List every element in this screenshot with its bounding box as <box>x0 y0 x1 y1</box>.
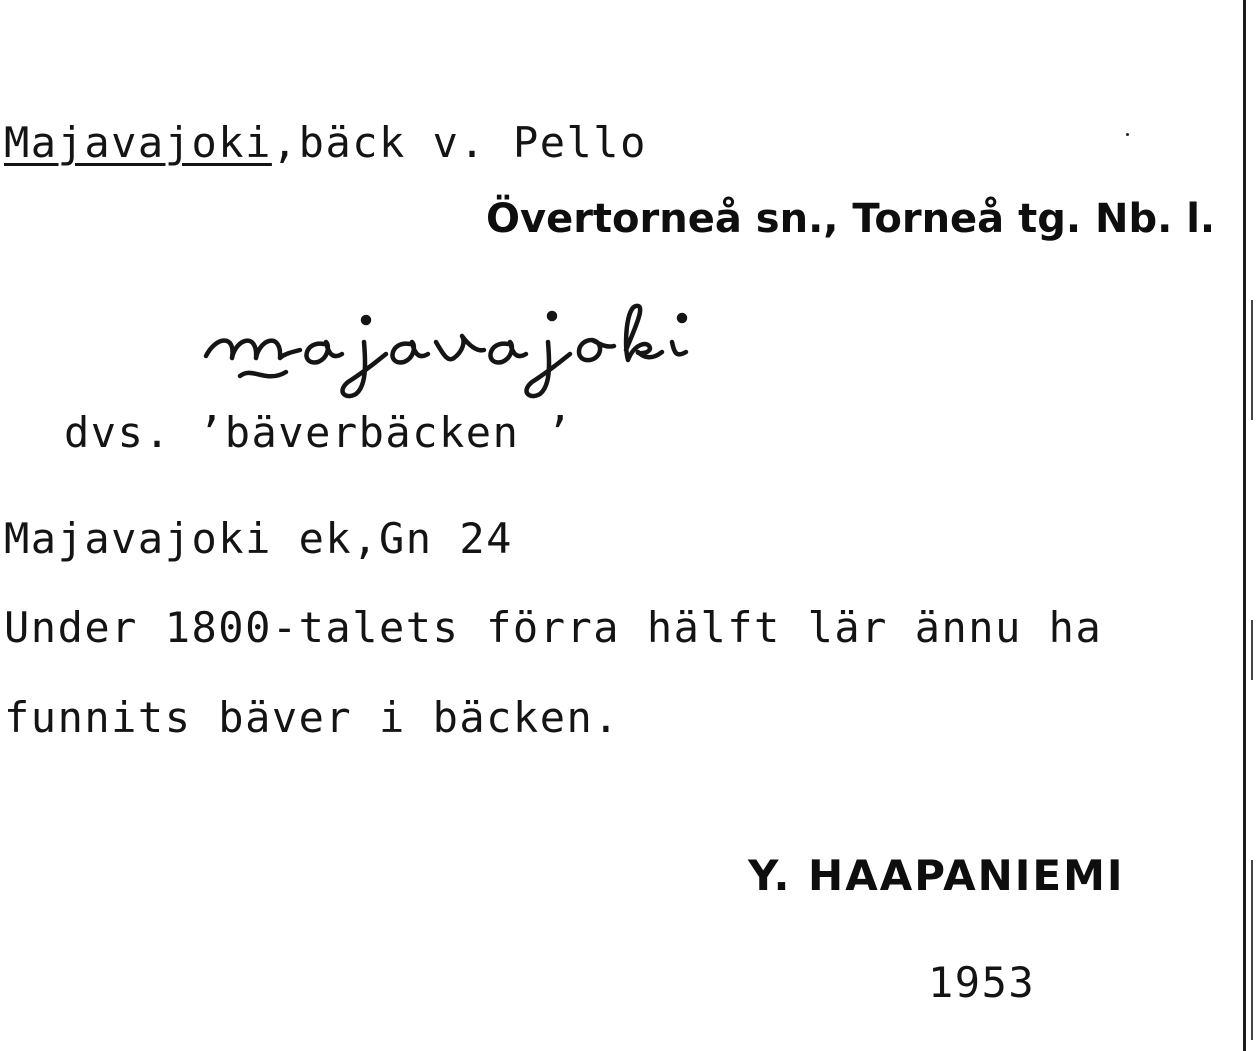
ink-speck <box>1126 133 1129 136</box>
headword-description: ,bäck v. Pello <box>271 118 647 167</box>
scan-artifact <box>1251 620 1253 680</box>
source-reference: Majavajoki ek,Gn 24 <box>4 514 513 563</box>
note-line-1: Under 1800-talets förra hälft lär ännu ha <box>4 603 1103 652</box>
entry-heading <box>4 118 647 167</box>
card-edge-line <box>1243 0 1246 1051</box>
collector-stamp: Y. HAAPANIEMI <box>748 851 1125 900</box>
gloss-line: dvs. ’bäverbäcken ’ <box>64 408 573 457</box>
handwritten-name-form <box>196 296 836 406</box>
note-line-2: funnits bäver i bäcken. <box>4 693 621 742</box>
headword: Majavajoki <box>4 118 272 167</box>
scan-artifact <box>1251 860 1253 1040</box>
parish-stamp: Övertorneå sn., Torneå tg. Nb. l. <box>486 196 1216 242</box>
year: 1953 <box>928 958 1036 1007</box>
scan-artifact <box>1251 300 1253 420</box>
